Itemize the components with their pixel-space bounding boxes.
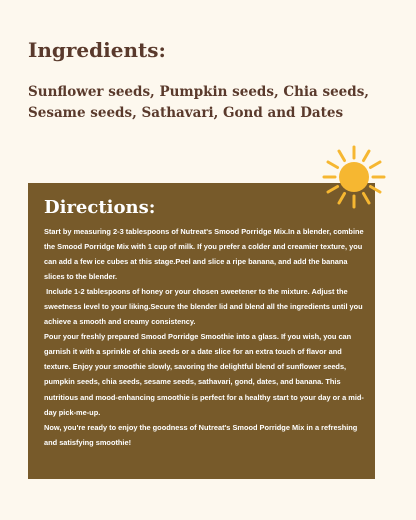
sun-ray (339, 151, 345, 161)
sun-ray (328, 162, 338, 168)
directions-paragraph: Now, you're ready to enjoy the goodness of Nutreat's Smood Porridge Mix in a refreshing and satisfying smoothie! (44, 422, 358, 447)
sun-ray (328, 187, 338, 193)
ingredients-line: Sunflower seeds, Pumpkin seeds, Chia seeds, (28, 84, 370, 100)
sun-ray (370, 162, 380, 168)
ingredients-line: Sesame seeds, Sathavari, Gond and Dates (28, 105, 344, 121)
directions-panel (28, 183, 375, 479)
ingredients-heading: Ingredients: (28, 38, 166, 62)
directions-heading: Directions: (44, 197, 156, 218)
sun-ray (364, 193, 370, 203)
directions-body (44, 224, 364, 450)
directions-paragraph: Start by measuring 2-3 tablespoons of Nutreat's Smood Porridge Mix.In a blender, combine the Smood Porridge Mix with 1 cup of milk. If you prefer a colder and creamier texture, you can add a few ice cubes at this stage.Peel and slice a ripe banana, and add the banana slices to the blender. (44, 227, 364, 282)
directions-paragraph: Pour your freshly prepared Smood Porridge Smoothie into a glass. If you wish, you can garnish it with a sprinkle of chia seeds or a date slice for an extra touch of flavor and texture. Enjoy your smoothie slowly, savoring the delightful blend of sunflower seeds, pumpkin seeds, chia seeds, sesame seeds, sathavari, gond, dates, and banana. This nutritious and mood-enhancing smoothie is perfect for a healthy start to your day or a mid-day pick-me-up. (44, 332, 364, 417)
sun-ray (370, 187, 380, 193)
sun-ray (339, 193, 345, 203)
ingredients-list (28, 82, 370, 124)
directions-paragraph: Include 1-2 tablespoons of honey or your chosen sweetener to the mixture. Adjust the sweetness level to your liking.Secure the blender lid and blend all the ingredients until you achieve a smooth and creamy consistency. (44, 287, 365, 327)
sun-icon (321, 144, 387, 210)
sun-ray (364, 151, 370, 161)
